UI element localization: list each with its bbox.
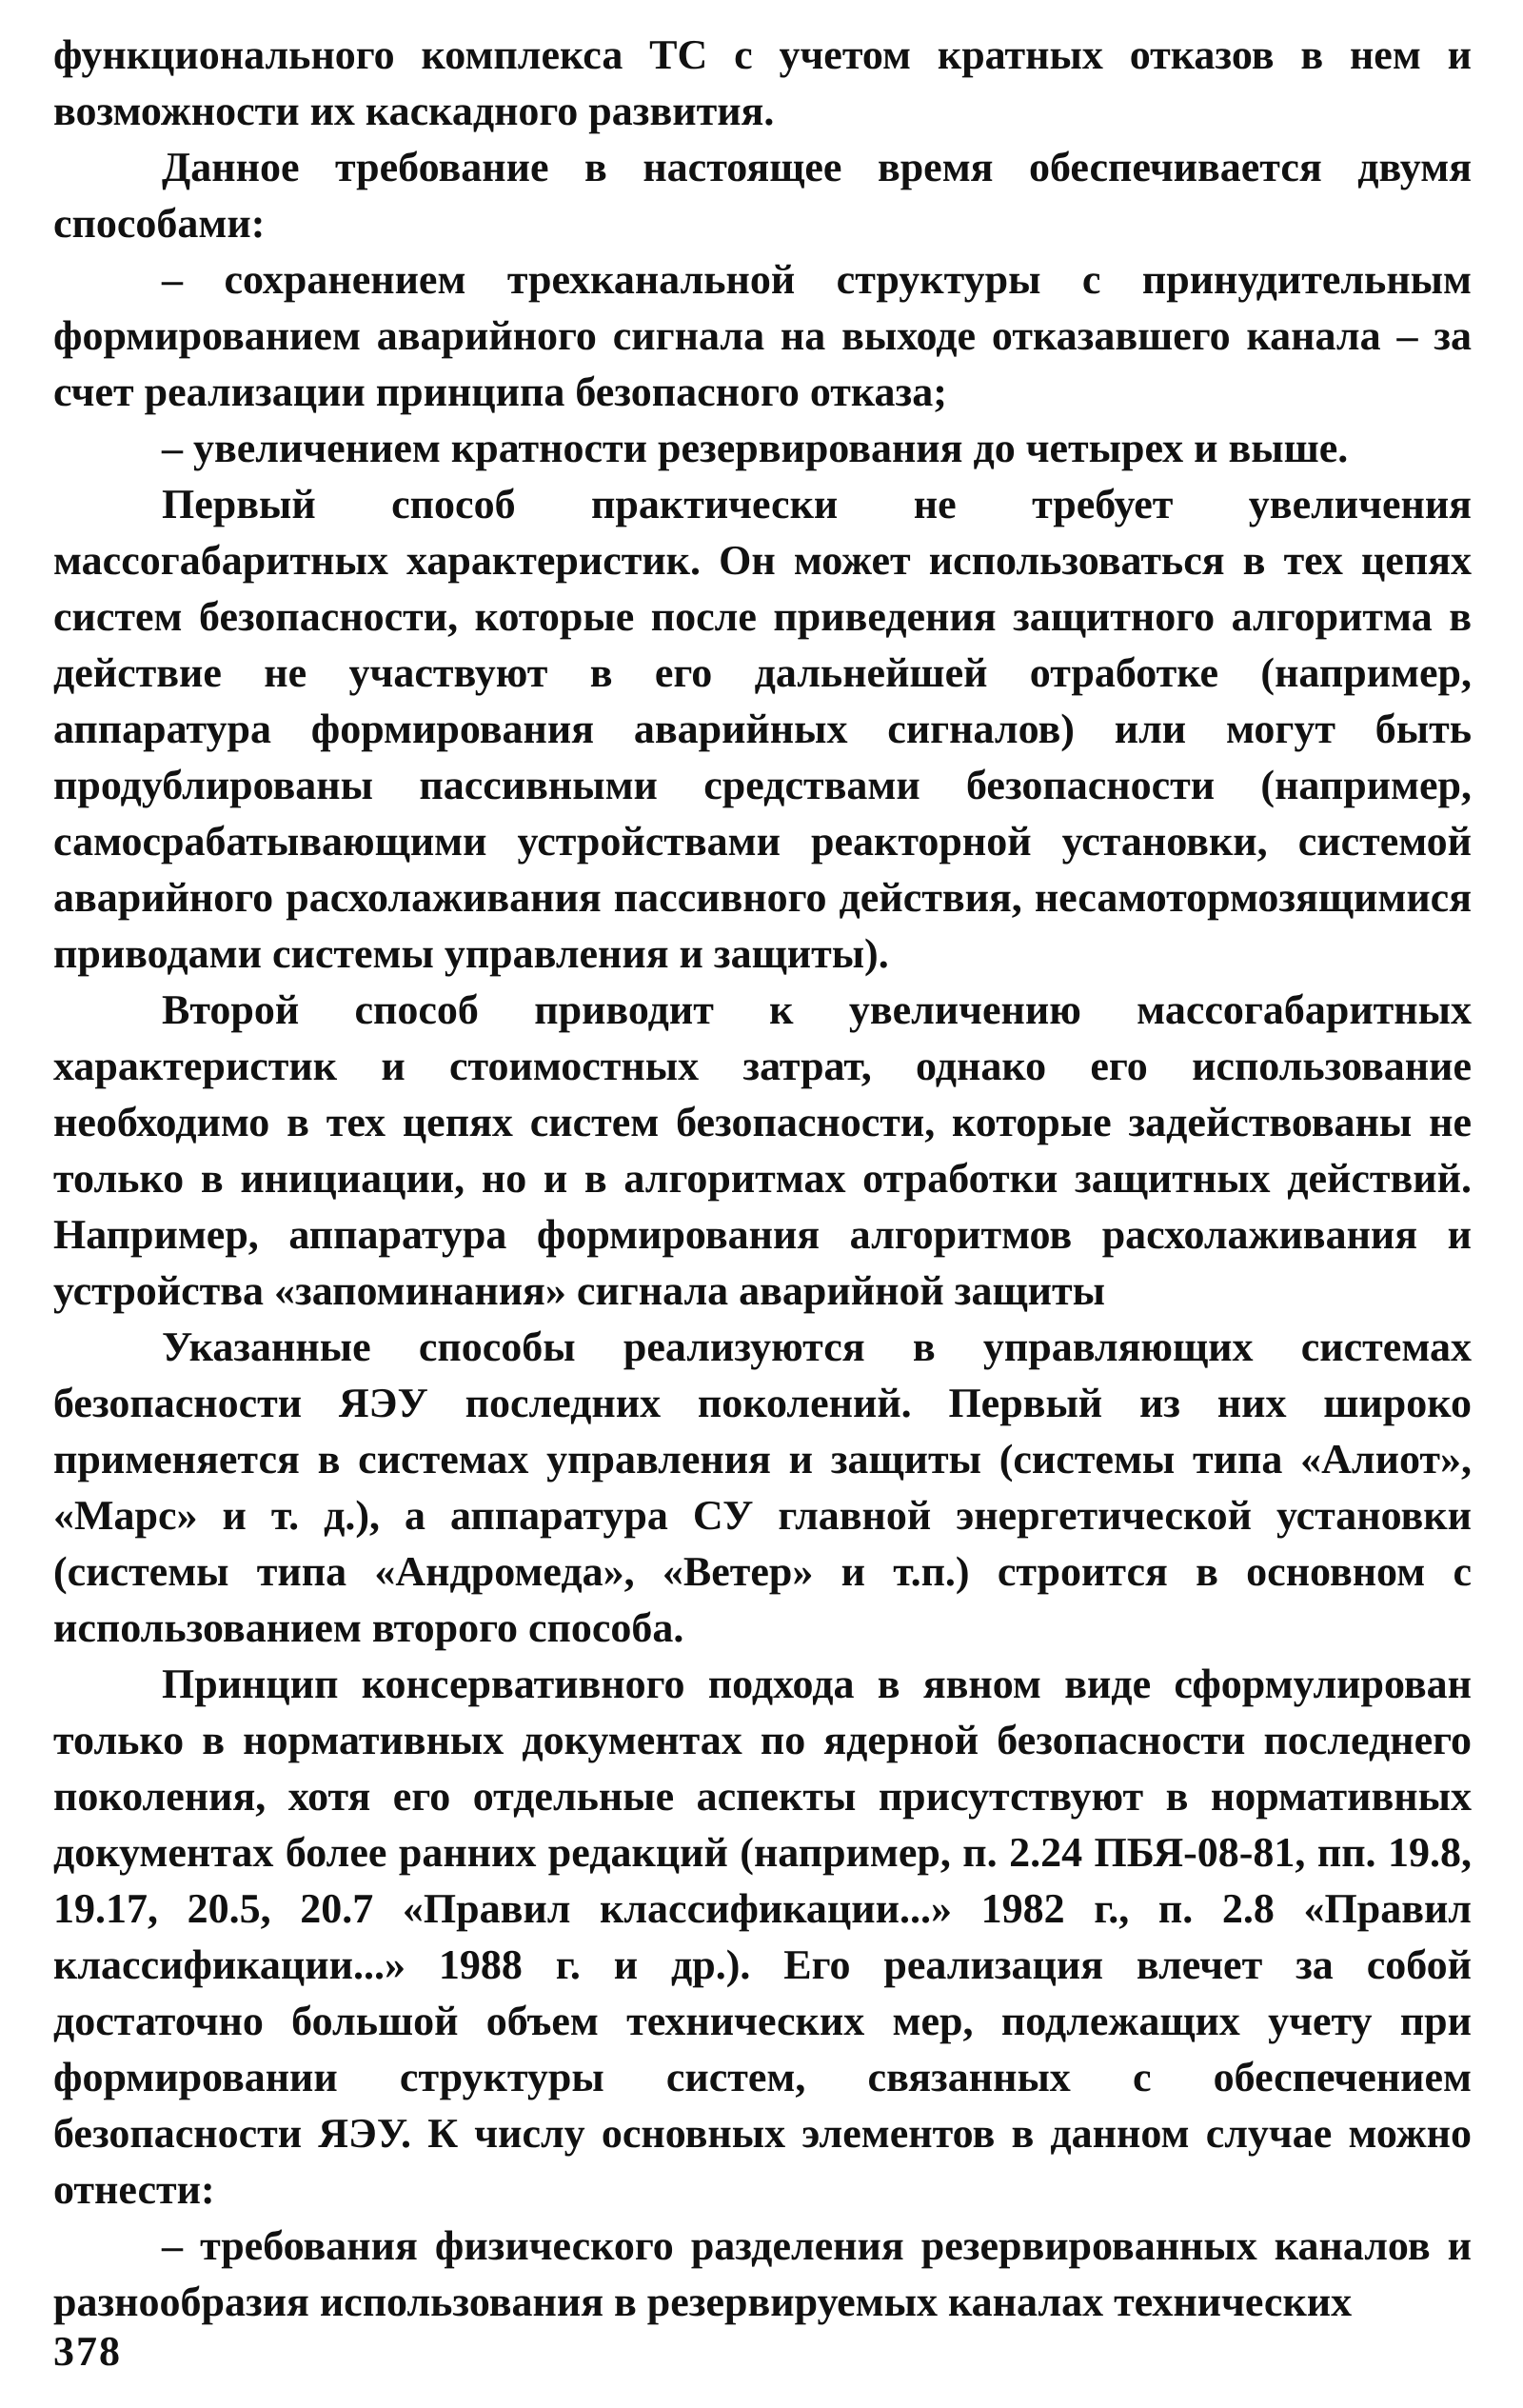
paragraph-9: – требования физического разделения резервированных каналов и разнообразия использования в резервируемых каналах технических — [53, 2222, 1472, 2325]
paragraph-5: Первый способ практически не требует увеличения массогабаритных характеристик. Он может использоваться в тех цепях систем безопасности, которые после приведения защитного алгоритма в действие не участвуют в его дальнейшей отработке (например, аппаратура формирования аварийных сигналов) или могут быть продублированы пассивными средствами безопасности (например, самосрабатывающими устройствами реакторной установки, системой аварийного расхолаживания пассивного действия, несамотормозящимися приводами системы управления и защиты). — [53, 481, 1472, 977]
paragraph-4: – увеличением кратности резервирования до четырех и выше. — [162, 425, 1349, 471]
paragraph-3: – сохранением трехканальной структуры с принудительным формированием аварийного сигнала на выходе отказавшего канала – за счет реализации принципа безопасного отказа; — [53, 256, 1472, 415]
paragraph-8: Принцип консервативного подхода в явном виде сформулирован только в нормативных документах по ядерной безопасности последнего поколения, хотя его отдельные аспекты присутствуют в нормативных документах более ранних редакций (например, п. 2.24 ПБЯ-08-81, пп. 19.8, 19.17, 20.5, 20.7 «Правил классификации...» 1982 г., п. 2.8 «Правил классификации...» 1988 г. и др.). Его реализация влечет за собой достаточно большой объем технических мер, подлежащих учету при формировании структуры систем, связанных с обеспечением безопасности ЯЭУ. К числу основных элементов в данном случае можно отнести: — [53, 1661, 1472, 2213]
paragraph-7: Указанные способы реализуются в управляющих системах безопасности ЯЭУ последних поколений. Первый из них широко применяется в системах управления и защиты (системы типа «Алиот», «Марс» и т. д.), а аппаратура СУ главной энергетической установки (системы типа «Андромеда», «Ветер» и т.п.) строится в основном с использованием второго способа. — [53, 1323, 1472, 1651]
paragraph-1: функционального комплекса ТС с учетом кратных отказов в нем и возможности их каскадного развития. — [53, 31, 1472, 134]
paragraph-6: Второй способ приводит к увеличению массогабаритных характеристик и стоимостных затрат, однако его использование необходимо в тех цепях систем безопасности, которые задействованы не только в инициации, но и в алгоритмах отработки защитных действий. Например, аппаратура формирования алгоритмов расхолаживания и устройства «запоминания» сигнала аварийной защиты — [53, 986, 1472, 1314]
paragraph-2: Данное требование в настоящее время обеспечивается двумя способами: — [53, 144, 1472, 247]
book-page — [53, 27, 1472, 2378]
page-number: 378 — [53, 2328, 122, 2375]
